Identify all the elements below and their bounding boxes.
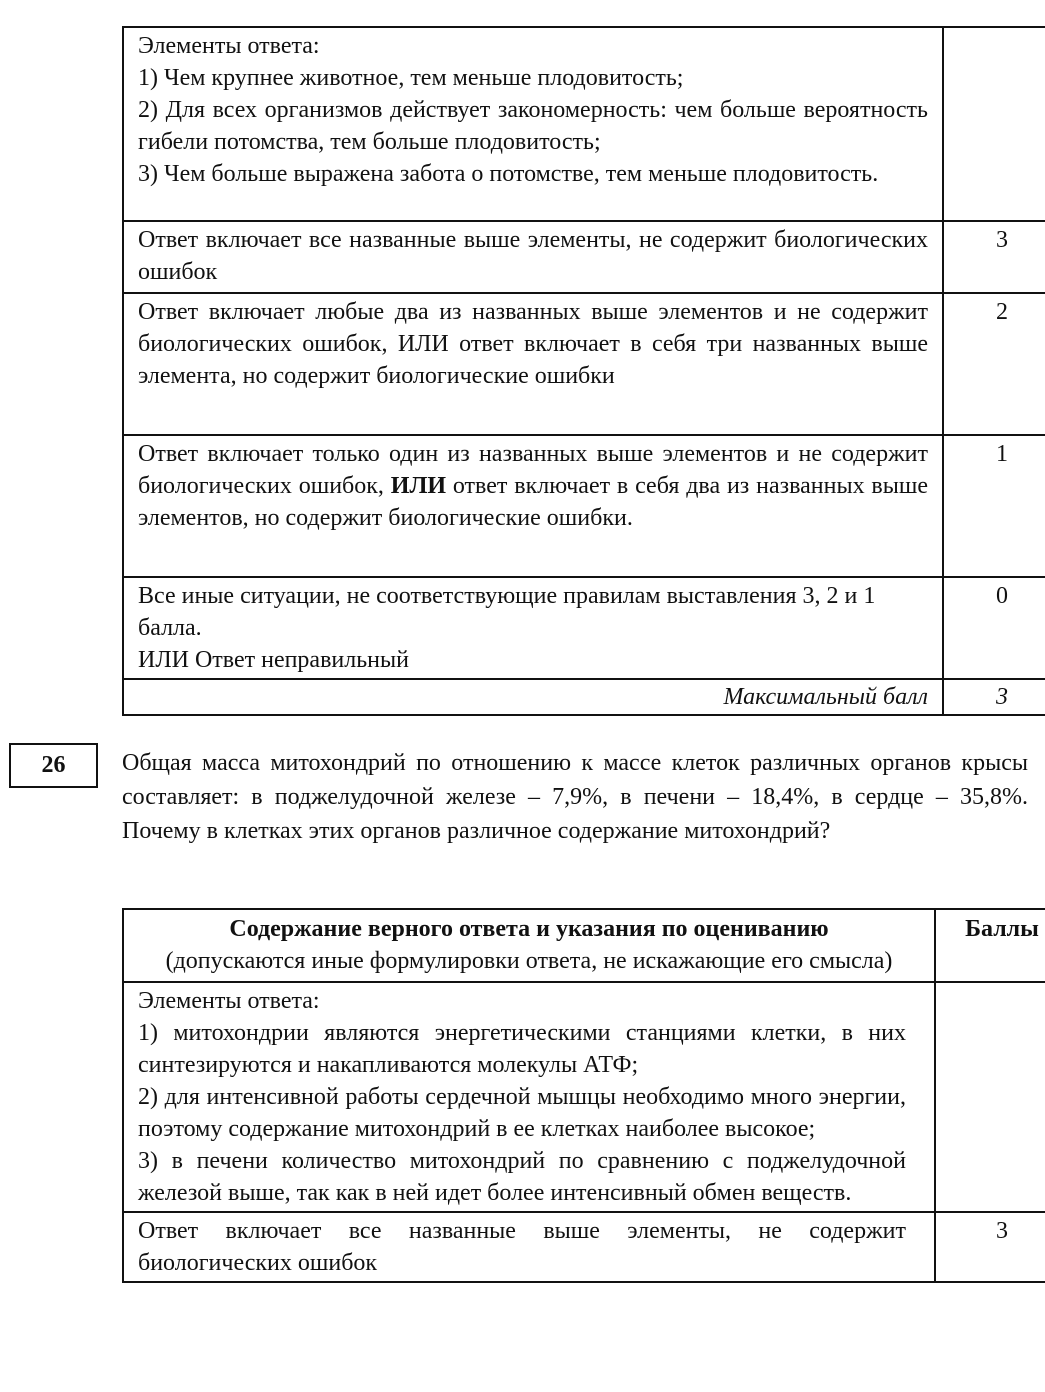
table-row xyxy=(123,27,1045,221)
answer-element: 3) в печени количество митохондрий по сравнению с поджелудочной железой выше, так как в ней идет более интенсивный обмен веществ. xyxy=(138,1148,906,1206)
question-text: Общая масса митохондрий по отношению к массе клеток различных органов крысы составляет: в поджелудочной железе – 7,9%, в печени – 18,4%, в сердце – 35,8%. Почему в клетках этих органов различное содержание митохондрий? xyxy=(122,750,1028,844)
table-row xyxy=(123,1212,1045,1282)
answer-element: 2) Для всех организмов действует закономерность: чем больше вероятность гибели потомства, тем больше плодовитость; xyxy=(138,97,928,155)
answer-element: 3) Чем больше выражена забота о потомстве, тем меньше плодовитость. xyxy=(138,161,879,187)
criterion-text xyxy=(123,435,943,577)
criterion-text-part: Ответ включает только один из названных выше элементов и не содержит биологических ошибок, xyxy=(138,441,928,499)
table-row xyxy=(123,577,1045,679)
max-score-value: 3 xyxy=(943,679,1045,715)
elements-title: Элементы ответа: xyxy=(138,33,320,59)
criterion-text-part: ответ включает в себя два из названных выше элементов, но содержит биологические ошибки. xyxy=(138,473,929,531)
header-score: Баллы xyxy=(935,909,1045,982)
score-value: 3 xyxy=(935,1212,1045,1282)
answer-element: 1) Чем крупнее животное, тем меньше плодовитость; xyxy=(138,65,684,91)
max-score-row xyxy=(123,679,1045,715)
table-row xyxy=(123,293,1045,435)
criterion-text-or: ИЛИ xyxy=(390,473,447,499)
answer-elements-cell xyxy=(123,982,935,1212)
max-score-label: Максимальный балл xyxy=(123,679,943,715)
score-cell-empty xyxy=(935,982,1045,1212)
criterion-text-part: ИЛИ Ответ неправильный xyxy=(138,647,409,673)
scoring-table-previous xyxy=(122,26,1045,716)
header-main: Содержание верного ответа и указания по оцениванию xyxy=(229,916,829,942)
header-content xyxy=(123,909,935,982)
criterion-text xyxy=(123,577,943,679)
table-row xyxy=(123,982,1045,1212)
score-value: 0 xyxy=(943,577,1045,679)
table-row xyxy=(123,221,1045,293)
question-number: 26 xyxy=(9,743,98,788)
criterion-text: Ответ включает любые два из названных выше элементов и не содержит биологических ошибок, ИЛИ ответ включает в себя три названных выше элемента, но содержит биологические ошибки xyxy=(123,293,943,435)
elements-title: Элементы ответа: xyxy=(138,988,320,1014)
score-cell-empty xyxy=(943,27,1045,221)
score-value: 2 xyxy=(943,293,1045,435)
score-value: 3 xyxy=(943,221,1045,293)
criterion-text-part: Все иные ситуации, не соответствующие правилам выставления 3, 2 и 1 балла. xyxy=(138,583,876,641)
table-header-row xyxy=(123,909,1045,982)
criterion-text: Ответ включает все названные выше элементы, не содержит биологических ошибок xyxy=(123,221,943,293)
score-value: 1 xyxy=(943,435,1045,577)
table-row xyxy=(123,435,1045,577)
header-sub: (допускаются иные формулировки ответа, не искажающие его смысла) xyxy=(165,948,893,974)
scoring-table-26 xyxy=(122,908,1045,1283)
answer-elements-cell xyxy=(123,27,943,221)
answer-element: 2) для интенсивной работы сердечной мышцы необходимо много энергии, поэтому содержание митохондрий в ее клетках наиболее высокое; xyxy=(138,1084,906,1142)
criterion-text: Ответ включает все названные выше элементы, не содержит биологических ошибок xyxy=(123,1212,935,1282)
answer-element: 1) митохондрии являются энергетическими станциями клетки, в них синтезируются и накапливаются молекулы АТФ; xyxy=(138,1020,906,1078)
